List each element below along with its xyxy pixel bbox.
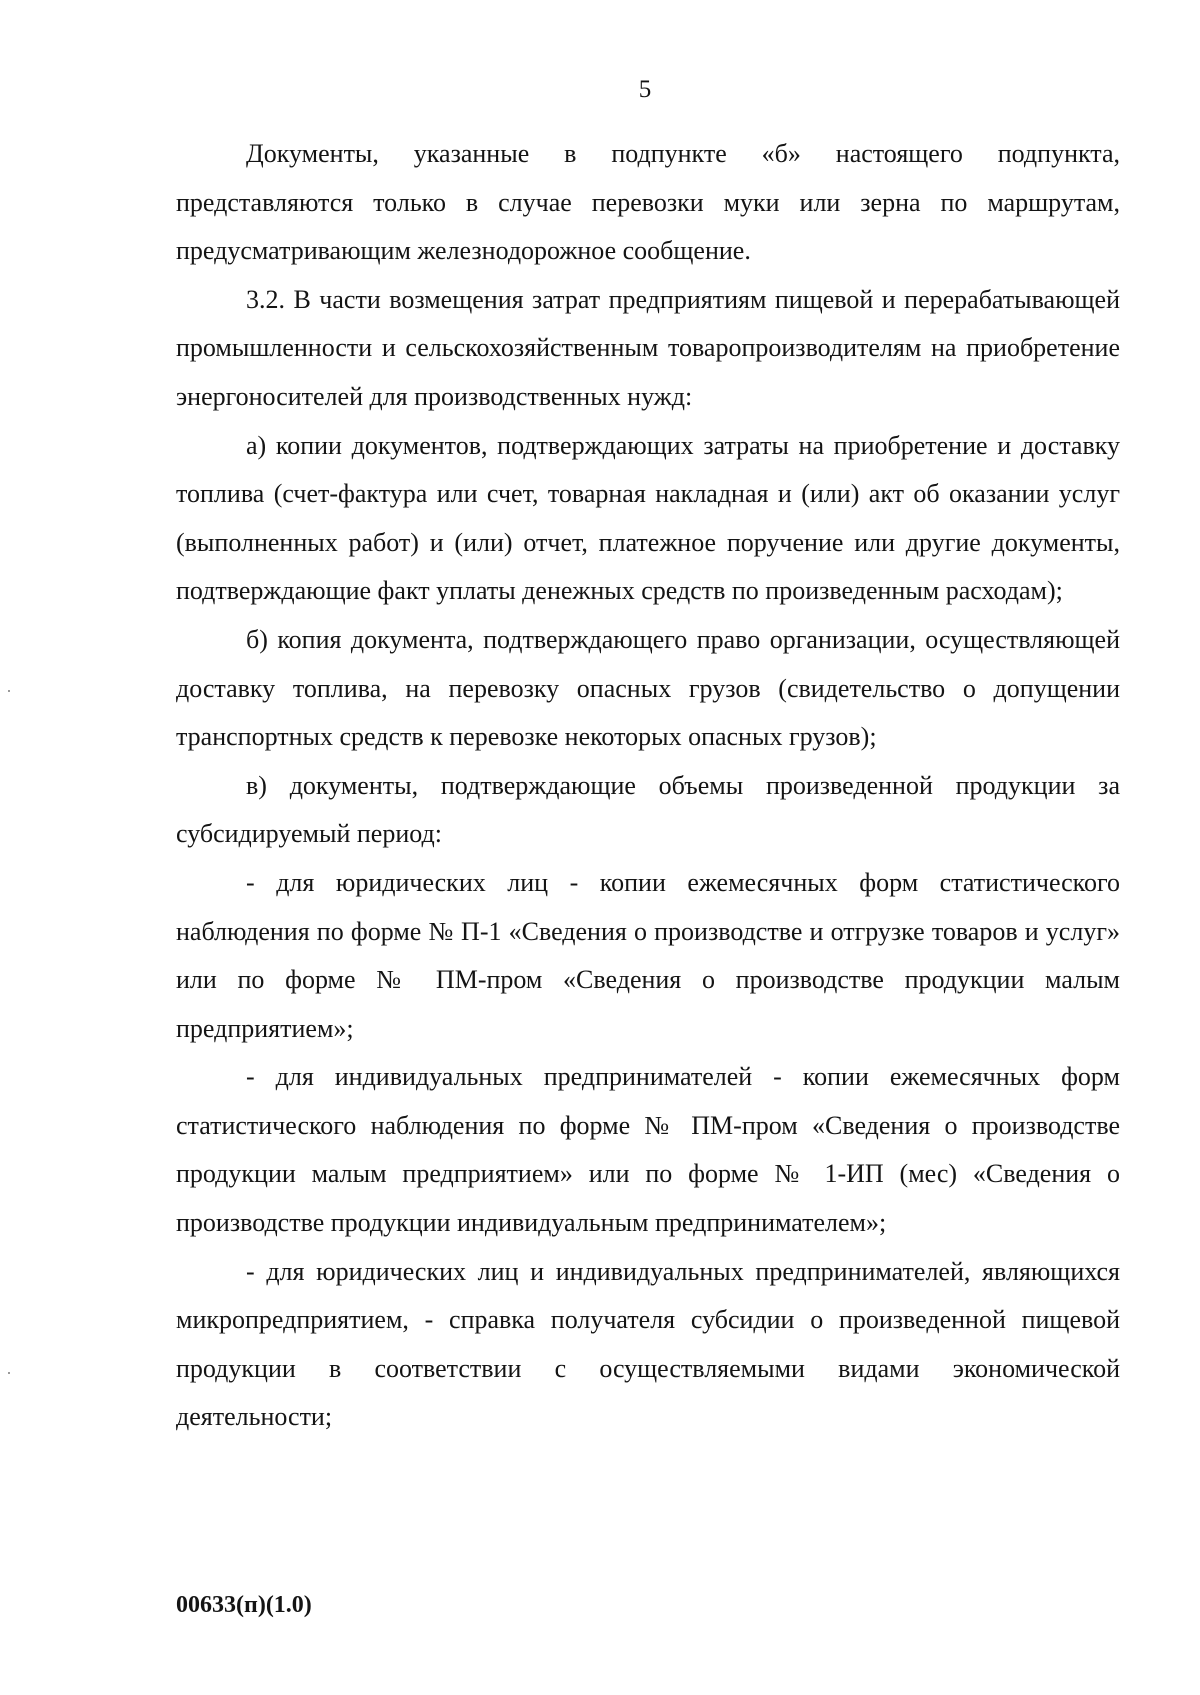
paragraph-documents-note: Документы, указанные в подпункте «б» настоящего подпункта, представляются только в случае перевозки муки или зерна по маршрутам, предусматривающим железнодорожное сообщение. <box>176 139 1120 266</box>
paragraph-item-b: б) копия документа, подтверждающего право организации, осуществляющей доставку топлива, на перевозку опасных грузов (свидетельство о допущении транспортных средств к перевозке некоторых опасных грузов); <box>176 624 1120 752</box>
paragraph-section-3-2: 3.2. В части возмещения затрат предприятиям пищевой и перерабатывающей промышленности и сельскохозяйственным товаропроизводителям на приобретение энергоносителей для производственных нужд: <box>176 284 1120 411</box>
scan-margin-mark <box>8 1372 10 1374</box>
document-body <box>176 130 1120 1442</box>
paragraph-item-v: в) документы, подтверждающие объемы произведенной продукции за субсидируемый период: <box>176 770 1120 849</box>
paragraph-individual-entrepreneurs: - для индивидуальных предпринимателей - копии ежемесячных форм статистического наблюдения по форме № ПМ-пром «Сведения о производстве продукции малым предприятием» или по форме № 1-ИП (мес) «Сведения о производстве продукции индивидуальным предпринимателем»; <box>176 1062 1120 1238</box>
scan-margin-mark <box>8 690 10 692</box>
document-code: 00633(п)(1.0) <box>176 1592 312 1618</box>
paragraph-legal-entities: - для юридических лиц - копии ежемесячных форм статистического наблюдения по форме № П-1 «Сведения о производстве и отгрузке товаров и услуг» или по форме № ПМ-пром «Сведения о производстве продукции малым предприятием»; <box>176 867 1120 1043</box>
paragraph-micro-enterprises: - для юридических лиц и индивидуальных предпринимателей, являющихся микропредприятием, - справка получателя субсидии о произведенной пищевой продукции в соответствии с осуществляемыми видами экономической деятельности; <box>176 1256 1120 1432</box>
paragraph-item-a: а) копии документов, подтверждающих затраты на приобретение и доставку топлива (счет-фактура или счет, товарная накладная и (или) акт об оказании услуг (выполненных работ) и (или) отчет, платежное поручение или другие документы, подтверждающие факт уплаты денежных средств по произведенным расходам); <box>176 430 1120 606</box>
page-number: 5 <box>638 76 652 103</box>
